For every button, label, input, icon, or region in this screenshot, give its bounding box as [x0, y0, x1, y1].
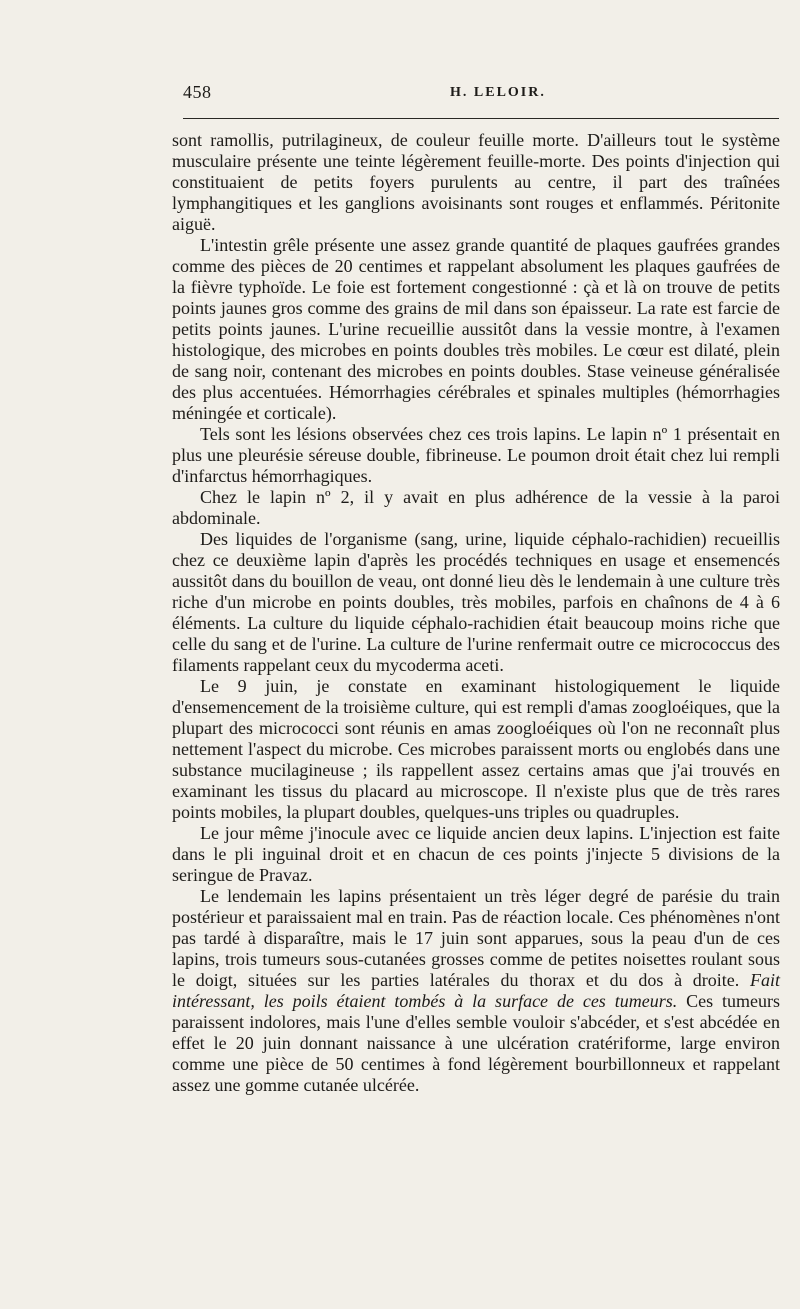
running-head-author: H. LELOIR.: [450, 85, 546, 100]
paragraph-lesions: Tels sont les lésions observées chez ces trois lapins. Le lapin nº 1 présentait en plus une pleurésie séreuse double, fibrineuse. Le poumon droit était chez lui rempli d'infarctus hémorrhagiques.: [172, 424, 780, 486]
paragraph-continued: sont ramollis, putrilagineux, de couleur feuille morte. D'ailleurs tout le système musculaire présente une teinte légèrement feuille-morte. Des points d'injection qui constituaient de petits foyers purulents au centre, il part des traînées lymphangitiques et les ganglions avoisinants sont rouges et enflammés. Péritonite aiguë.: [172, 130, 780, 234]
paragraph-inoculation: Le jour même j'inocule avec ce liquide ancien deux lapins. L'injection est faite dans le pli inguinal droit et en chacun de ces points j'injecte 5 divisions de la seringue de Pravaz.: [172, 823, 780, 885]
paragraph-lendemain-end: Ces tumeurs paraissent indolores, mais l'une d'elles semble vouloir s'abcéder, et s'est abcédée en effet le 20 juin donnant naissance à une ulcération cratériforme, large environ comme une pièce de 50 centimes à fond légèrement bourbillonneux et rappelant assez une gomme cutanée ulcérée.: [172, 991, 780, 1095]
paragraph-lapin-2: Chez le lapin nº 2, il y avait en plus adhérence de la vessie à la paroi abdominale.: [172, 487, 780, 528]
body-text: [172, 130, 780, 1096]
header-rule: [183, 118, 779, 119]
page-number: 458: [183, 82, 212, 102]
paragraph-lendemain: [172, 886, 780, 1096]
paragraph-lendemain-start: Le lendemain les lapins présentaient un très léger degré de parésie du train postérieur et paraissaient mal en train. Pas de réaction locale. Ces phénomènes n'ont pas tardé à disparaître, mais le 17 juin sont apparues, sous la peau d'un de ces lapins, trois tumeurs sous-cutanées grosses comme de petites noisettes roulant sous le doigt, situées sur les parties latérales du thorax et du dos à droite.: [172, 886, 780, 990]
paragraph-intestin: L'intestin grêle présente une assez grande quantité de plaques gaufrées grandes comme des pièces de 20 centimes et rappelant absolument les plaques gaufrées de la fièvre typhoïde. Le foie est fortement congestionné : çà et là on trouve de petits points jaunes gros comme des grains de mil dans son épaisseur. La rate est farcie de petits points jaunes. L'urine recueillie aussitôt dans la vessie montre, à l'examen histologique, des microbes en points doubles très mobiles. Le cœur est dilaté, plein de sang noir, contenant des microbes en points doubles. Stase veineuse généralisée des plus accentuées. Hémorrhagies cérébrales et spinales multiples (hémorrhagies méningée et corticale).: [172, 235, 780, 423]
paragraph-liquides: Des liquides de l'organisme (sang, urine, liquide céphalo-rachidien) recueillis chez ce deuxième lapin d'après les procédés techniques en usage et ensemencés aussitôt dans du bouillon de veau, ont donné lieu dès le lendemain à une culture très riche d'un microbe en points doubles, très mobiles, parfois en chaînons de 4 à 6 éléments. La culture du liquide céphalo-rachidien était beaucoup moins riche que celle du sang et de l'urine. La culture de l'urine renfermait outre ce micrococcus des filaments rappelant ceux du mycoderma aceti.: [172, 529, 780, 675]
paragraph-9-juin: Le 9 juin, je constate en examinant histologiquement le liquide d'ensemencement de la troisième culture, qui est rempli d'amas zoogloéiques, que la plupart des micrococci sont réunis en amas zoogloéiques où l'on ne reconnaît plus nettement l'aspect du microbe. Ces microbes paraissent morts ou englobés dans une substance mucilagineuse ; ils rappellent assez certains amas que j'ai trouvés en examinant les tissus du placard au microscope. Il n'existe plus que de très rares points mobiles, la plupart doubles, quelques-uns triples ou quadruples.: [172, 676, 780, 822]
running-head: [183, 82, 779, 106]
paragraph-lendemain-italic: Fait intéressant, les poils étaient tombés à la surface de ces tumeurs.: [172, 970, 780, 1011]
